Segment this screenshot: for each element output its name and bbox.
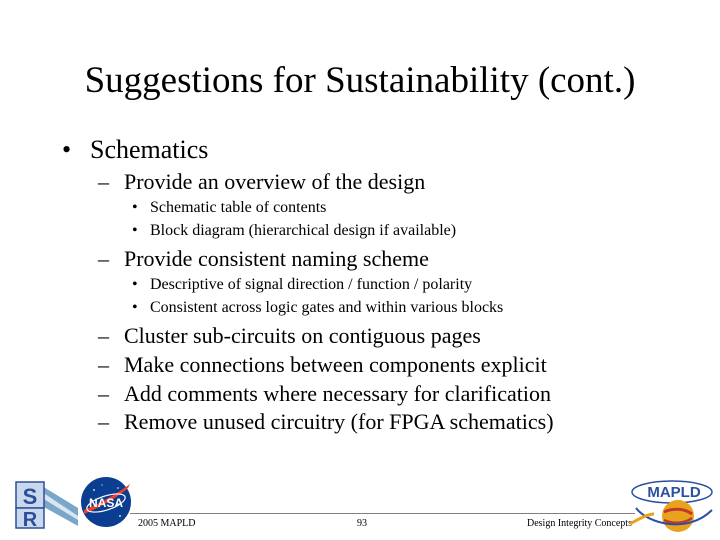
bullet-level2-item-0 (98, 168, 425, 196)
footer-rule (130, 513, 635, 514)
dash-mark: – (98, 352, 109, 377)
bullet-mark: • (132, 299, 138, 316)
bullet-text: Schematics (90, 135, 209, 164)
footer-page-number: 93 (357, 518, 367, 529)
bullet-mark: • (62, 135, 72, 164)
svr-logo (12, 480, 78, 530)
footer-left-text: 2005 MAPLD (138, 518, 196, 529)
svr-logo-letter-s: S (22, 484, 38, 509)
bullet-text: Remove unused circuitry (for FPGA schematics) (124, 409, 554, 434)
svr-logo-letter-r: R (22, 509, 38, 530)
dash-mark: – (98, 169, 109, 194)
bullet-level3-item-1-1 (132, 298, 503, 318)
bullet-text: Add comments where necessary for clarification (124, 381, 551, 406)
mapld-logo (628, 474, 716, 536)
bullet-mark: • (132, 199, 138, 216)
mapld-logo-text: MAPLD (647, 484, 701, 501)
bullet-text: Cluster sub-circuits on contiguous pages (124, 323, 481, 348)
bullet-level2-item-1 (98, 245, 429, 273)
bullet-level3-item-0-1 (132, 221, 456, 241)
bullet-mark: • (132, 276, 138, 293)
footer-right-text: Design Integrity Concepts (527, 518, 632, 529)
slide-title: Suggestions for Sustainability (cont.) (84, 60, 636, 101)
bullet-level2-item-2 (98, 322, 481, 350)
bullet-level3-item-0-0 (132, 198, 326, 218)
dash-mark: – (98, 409, 109, 434)
bullet-level3-item-1-0 (132, 275, 472, 295)
bullet-text: Provide consistent naming scheme (124, 246, 429, 271)
dash-mark: – (98, 381, 109, 406)
nasa-logo-text: NASA (88, 496, 124, 510)
bullet-level1-schematics (62, 134, 208, 166)
bullet-level2-item-5 (98, 408, 554, 436)
bullet-text: Schematic table of contents (150, 199, 327, 216)
nasa-logo (80, 476, 132, 528)
dash-mark: – (98, 246, 109, 271)
bullet-text: Consistent across logic gates and within various blocks (150, 299, 504, 316)
bullet-level2-item-4 (98, 380, 551, 408)
dash-mark: – (98, 323, 109, 348)
bullet-mark: • (132, 222, 138, 239)
bullet-text: Descriptive of signal direction / function / polarity (150, 276, 473, 293)
mapld-logo-planet (662, 500, 694, 532)
bullet-text: Provide an overview of the design (124, 169, 426, 194)
bullet-level2-item-3 (98, 351, 547, 379)
bullet-text: Make connections between components explicit (124, 352, 547, 377)
bullet-text: Block diagram (hierarchical design if available) (150, 222, 457, 239)
